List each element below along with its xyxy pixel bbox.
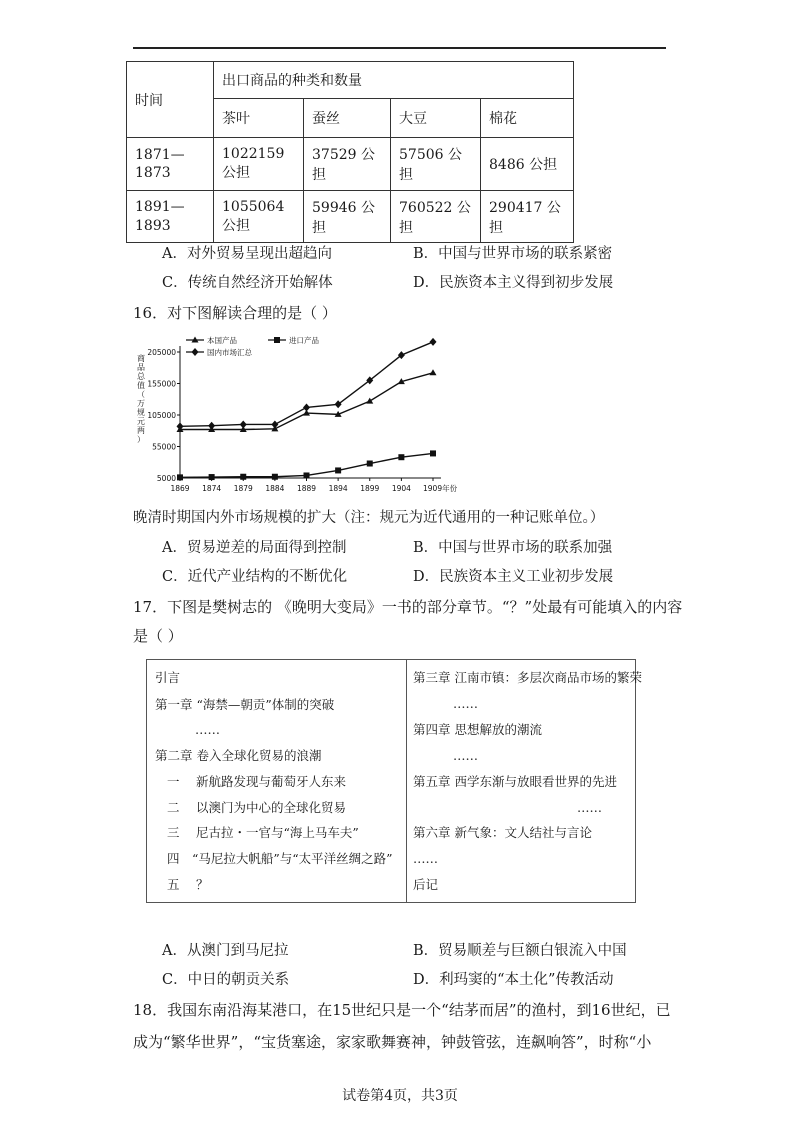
x-tick-label: 1899 — [360, 484, 380, 493]
data-point — [335, 400, 342, 408]
value-cell: 8486 公担 — [481, 138, 574, 191]
col-tea: 茶叶 — [214, 99, 304, 138]
q16-option-a: A．贸易逆差的局面得到控制 — [162, 540, 347, 556]
chapter-left-line: …… — [195, 722, 220, 737]
chapter-table — [146, 659, 642, 903]
value-cell: 37529 公担 — [304, 138, 391, 191]
ylabel-char: 元 — [137, 417, 145, 426]
ylabel-char: 规 — [137, 408, 145, 417]
chapter-left-line: 第一章 “海禁—朝贡”体制的突破 — [155, 697, 335, 712]
market-chart — [128, 328, 458, 500]
x-tick-label: 1879 — [233, 484, 253, 493]
period-cell: 1891— 1893 — [127, 191, 214, 243]
y-tick-label: 105000 — [147, 411, 176, 420]
legend-label: 进口产品 — [289, 336, 319, 345]
ylabel-char: ） — [137, 435, 145, 444]
q17-stem-line2: 是（ ） — [133, 627, 183, 645]
data-point — [366, 398, 373, 404]
q16-option-c: C．近代产业结构的不断优化 — [162, 569, 348, 585]
data-point — [303, 403, 310, 411]
q15-option-a: A．对外贸易呈现出超趋向 — [162, 246, 332, 262]
data-point — [430, 369, 437, 375]
q18-line2: 成为“繁华世界”，“宝货塞途，家家歌舞赛神，钟鼓管弦，连飙响答”，时称“小 — [133, 1033, 652, 1051]
chapter-left-line: 一 新航路发现与葡萄牙人东来 — [167, 774, 346, 789]
legend-label: 本国产品 — [207, 336, 237, 345]
page-footer: 试卷第4页，共3页 — [342, 1088, 458, 1104]
y-tick-label: 205000 — [147, 348, 176, 357]
top-rule — [133, 47, 666, 49]
data-point — [208, 422, 215, 430]
data-point — [240, 420, 247, 428]
chapter-right-line: 第三章 江南市镇：多层次商品市场的繁荣 — [413, 670, 642, 685]
chapter-left-line: 第二章 卷入全球化贸易的浪潮 — [155, 748, 322, 763]
chapter-right-line: 第四章 思想解放的潮流 — [413, 722, 542, 737]
q18-line1: 18．我国东南沿海某港口，在15世纪只是一个“结茅而居”的渔村，到16世纪，已 — [133, 1001, 671, 1019]
col-soybean: 大豆 — [391, 99, 481, 138]
chart-ticks — [147, 348, 457, 493]
chapter-right-line: 后记 — [413, 877, 439, 892]
time-header: 时间 — [127, 62, 214, 138]
x-tick-label: 1889 — [296, 484, 317, 493]
value-cell: 760522 公担 — [391, 191, 481, 243]
data-point — [304, 472, 310, 478]
ylabel-char: 商 — [137, 354, 145, 363]
q15-option-b: B．中国与世界市场的联系紧密 — [413, 246, 613, 262]
q17-option-b: B．贸易顺差与巨额白银流入中国 — [413, 943, 627, 959]
x-tick-label: 1869 — [170, 484, 190, 493]
chapter-left-line: 引言 — [155, 670, 181, 685]
chapter-right-line: 第五章 西学东渐与放眼看世界的先进 — [413, 774, 617, 789]
chapter-right-line: 第六章 新气象：文人结社与言论 — [413, 825, 592, 840]
value-cell: 1022159 公担 — [214, 138, 304, 191]
col-cotton: 棉花 — [481, 99, 574, 138]
legend-label: 国内市场汇总 — [207, 348, 252, 357]
chart-series — [177, 338, 437, 480]
data-point — [272, 474, 278, 480]
data-point — [240, 474, 246, 480]
q17-option-c: C．中日的朝贡关系 — [162, 972, 290, 988]
q17-option-d: D．利玛窦的“本土化”传教活动 — [413, 972, 614, 988]
ylabel-char: 总 — [137, 372, 145, 381]
chart-ylabel — [137, 353, 146, 444]
series-line-0 — [180, 373, 433, 430]
chapter-right-line: …… — [413, 851, 438, 866]
value-cell: 57506 公担 — [391, 138, 481, 191]
q16-stem: 16．对下图解读合理的是（ ） — [133, 304, 337, 322]
q16-option-b: B．中国与世界市场的联系加强 — [413, 540, 613, 556]
chapter-divider — [406, 660, 407, 902]
x-tick-label: 1884 — [265, 484, 285, 493]
x-tick-label: 1874 — [202, 484, 222, 493]
export-table — [126, 61, 574, 243]
chart-legend — [186, 335, 319, 357]
q15-option-c: C．传统自然经济开始解体 — [162, 275, 333, 291]
q17-option-a: A．从澳门到马尼拉 — [162, 943, 289, 959]
chapter-left-line: 五 ？ — [167, 877, 209, 892]
q17-stem-line1: 17．下图是樊树志的 《晚明大变局》一书的部分章节。“？”处最有可能填入的内容 — [133, 598, 683, 616]
chapter-left-line: 二 以澳门为中心的全球化贸易 — [167, 800, 346, 815]
period-cell: 1871— 1873 — [127, 138, 214, 191]
ylabel-char: 品 — [137, 363, 145, 372]
chapter-right-line: …… — [577, 800, 602, 815]
chapter-left-line: 三 尼古拉・一官与“海上马车夫” — [167, 825, 359, 840]
value-cell: 1055064 公担 — [214, 191, 304, 243]
data-point — [430, 338, 437, 346]
data-point — [177, 474, 183, 480]
x-tick-label: 1894 — [328, 484, 348, 493]
q15-option-d: D．民族资本主义得到初步发展 — [413, 275, 614, 291]
value-cell: 290417 公担 — [481, 191, 574, 243]
y-tick-label: 55000 — [152, 442, 176, 452]
ylabel-char: 两 — [137, 426, 145, 435]
q16-option-d: D．民族资本主义工业初步发展 — [413, 569, 614, 585]
q16-caption: 晚清时期国内外市场规模的扩大（注：规元为近代通用的一种记账单位。） — [133, 510, 605, 526]
y-tick-label: 5000 — [156, 474, 176, 483]
x-tick-label: 1904 — [391, 484, 411, 493]
ylabel-char: 值 — [137, 381, 145, 390]
chapter-right-line: …… — [453, 696, 478, 711]
data-point — [335, 467, 341, 473]
chapter-left-line: 四 “马尼拉大帆船”与“太平洋丝绸之路” — [167, 851, 393, 866]
group-header: 出口商品的种类和数量 — [214, 62, 574, 99]
legend-marker — [274, 337, 280, 343]
value-cell: 59946 公担 — [304, 191, 391, 243]
x-tick-label: 1909年份 — [423, 484, 458, 493]
data-point — [430, 450, 436, 456]
data-point — [398, 454, 404, 460]
data-point — [209, 474, 215, 480]
data-point — [367, 461, 373, 467]
legend-marker — [192, 348, 199, 356]
chapter-right-line: …… — [453, 748, 478, 763]
y-tick-label: 155000 — [147, 379, 176, 389]
ylabel-char: （ — [137, 390, 145, 399]
ylabel-char: 万 — [137, 399, 145, 408]
col-silk: 蚕丝 — [304, 99, 391, 138]
